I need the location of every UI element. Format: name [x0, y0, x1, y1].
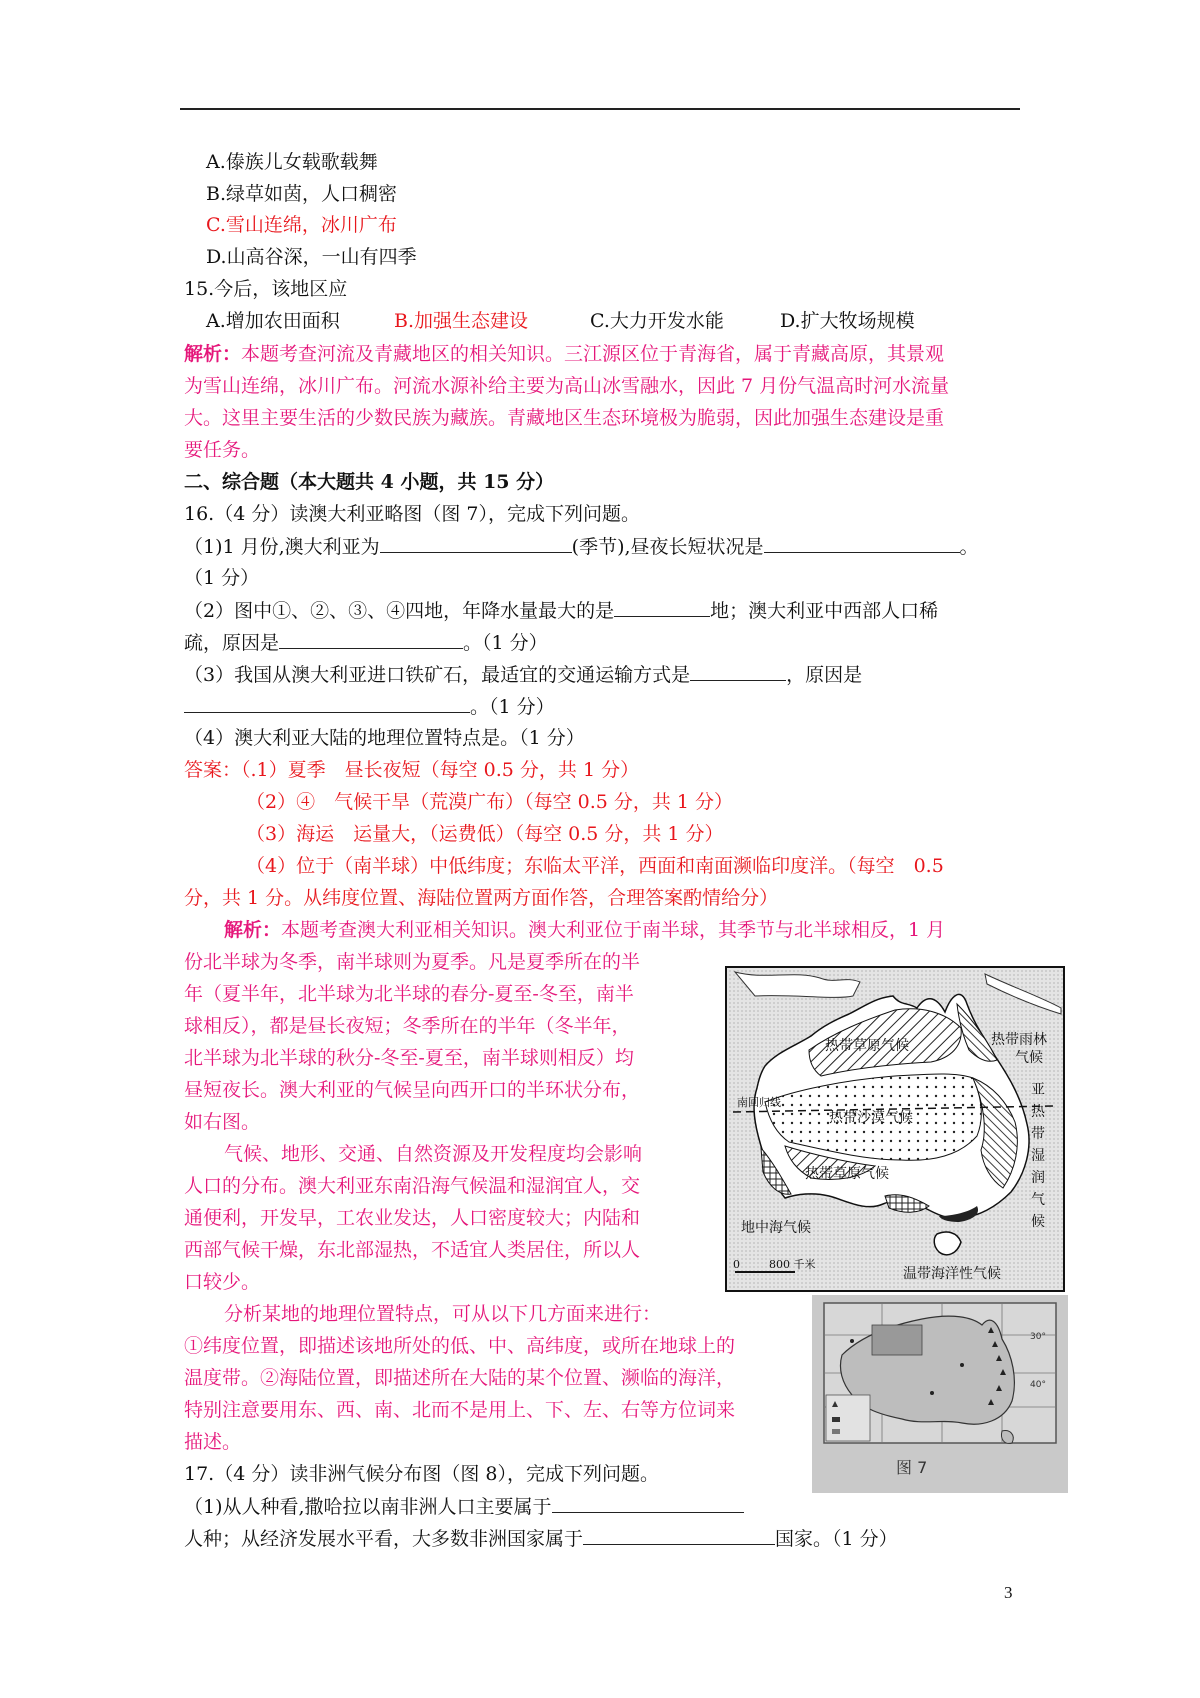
q16-part3-cont: 。（1 分） — [184, 694, 555, 719]
answer16-line4: （4）位于（南半球）中低纬度；东临太平洋，西面和南面濒临印度洋。（每空 0.5 — [246, 855, 944, 877]
figure-7-lat-30: 30° — [1030, 1332, 1046, 1342]
analysis15-line2: 为雪山连绵，冰川广布。河流水源补给主要为高山冰雪融水，因此 7 月份气温高时河水流量 — [184, 375, 950, 397]
analysis16-line12: 口较少。 — [184, 1271, 261, 1293]
label-desert: 热带沙漠气候 — [829, 1110, 913, 1126]
analysis16-line8: 气候、地形、交通、自然资源及开发程度均会影响 — [224, 1143, 643, 1165]
q14-option-a: A.傣族儿女载歌载舞 — [206, 151, 378, 173]
q16-part1: （1)1 月份,澳大利亚为 (季节),昼夜长短状况是 。 — [184, 536, 979, 558]
q16-part4: （4）澳大利亚大陆的地理位置特点是。（1 分） — [184, 727, 585, 749]
analysis16-line17: 描述。 — [184, 1431, 242, 1453]
analysis16-line13: 分析某地的地理位置特点，可从以下几方面来进行： — [224, 1303, 662, 1325]
q14-option-d: D.山高谷深，一山有四季 — [206, 246, 417, 268]
answer-blank[interactable] — [583, 1526, 775, 1545]
label-rainforest: 热带雨林 — [991, 1032, 1047, 1048]
label-steppe: 热带草原气候 — [805, 1166, 889, 1182]
label-subtropical-6: 气 — [1031, 1192, 1045, 1208]
answer-blank[interactable] — [184, 694, 470, 713]
answer16-line1: 答案：（.1）夏季 昼长夜短（每空 0.5 分，共 1 分） — [184, 759, 640, 781]
scale-zero: 0 — [733, 1258, 740, 1271]
q15-option-b: B.加强生态建设 — [394, 310, 529, 332]
q16-stem: 16.（4 分）读澳大利亚略图（图 7），完成下列问题。 — [184, 503, 640, 525]
q15-option-a: A.增加农田面积 — [206, 310, 340, 332]
analysis16-line10: 通便利，开发早，工农业发达，人口密度较大；内陆和 — [184, 1207, 641, 1229]
analysis-label: 解析： — [184, 343, 242, 365]
analysis15-line1: 解析：本题考查河流及青藏地区的相关知识。三江源区位于青海省，属于青藏高原，其景观 — [184, 343, 945, 365]
label-rainforest-2: 气候 — [1015, 1050, 1043, 1066]
figure-7-shaded-area — [872, 1325, 922, 1355]
analysis-label: 解析： — [224, 919, 282, 941]
figure-7-map — [812, 1295, 1068, 1493]
answer16-line5: 分，共 1 分。从纬度位置、海陆位置两方面作答，合理答案酌情给分） — [184, 887, 779, 909]
figure-7-caption: 图 7 — [896, 1458, 928, 1477]
q16-part1-score: （1 分） — [184, 567, 260, 589]
q17-part1: （1)从人种看,撒哈拉以南非洲人口主要属于 — [184, 1494, 744, 1519]
analysis16-line2: 份北半球为冬季，南半球则为夏季。凡是夏季所在的半 — [184, 951, 641, 973]
label-subtropical-5: 润 — [1031, 1170, 1045, 1186]
q16-part2: （2）图中①、②、③、④四地，年降水量最大的是 地；澳大利亚中西部人口稀 — [184, 600, 939, 622]
q14-option-c: C.雪山连绵，冰川广布 — [206, 214, 397, 236]
analysis16-line3: 年（夏半年，北半球为北半球的春分-夏至-冬至，南半 — [184, 983, 634, 1005]
answer-blank[interactable] — [764, 534, 960, 553]
label-subtropical-2: 热 — [1031, 1104, 1045, 1120]
figure-7-tasmania — [1001, 1431, 1013, 1444]
analysis16-line4: 球相反），都是昼长夜短；冬季所在的半年（冬半年， — [184, 1015, 631, 1037]
section2-title: 二、综合题（本大题共 4 小题，共 15 分） — [184, 471, 555, 493]
label-mediterranean: 地中海气候 — [741, 1220, 811, 1236]
q14-option-b: B.绿草如茵，人口稠密 — [206, 183, 398, 205]
analysis15-line4: 要任务。 — [184, 439, 261, 461]
label-savanna: 热带草原气候 — [825, 1038, 909, 1054]
answer-blank[interactable] — [380, 534, 572, 553]
q15-option-c: C.大力开发水能 — [590, 310, 724, 332]
page-number: 3 — [1004, 1583, 1013, 1602]
analysis15-line3: 大。这里主要生活的少数民族为藏族。青藏地区生态环境极为脆弱，因此加强生态建设是重 — [184, 407, 945, 429]
analysis16-line14: ①纬度位置，即描述该地所处的低、中、高纬度，或所在地球上的 — [184, 1335, 736, 1357]
q15-option-d: D.扩大牧场规模 — [780, 310, 915, 332]
analysis16-line11: 西部气候干燥，东北部湿热，不适宜人类居住，所以人 — [184, 1239, 641, 1261]
analysis16-line7: 如右图。 — [184, 1111, 261, 1133]
q17-stem: 17.（4 分）读非洲气候分布图（图 8），完成下列问题。 — [184, 1463, 659, 1485]
answer16-line2: （2）④ 气候干旱（荒漠广布）（每空 0.5 分，共 1 分） — [246, 791, 734, 813]
answer-blank[interactable] — [690, 662, 786, 681]
q15-stem: 15.今后，该地区应 — [184, 278, 348, 300]
answer16-line3: （3）海运 运量大，（运费低）（每空 0.5 分，共 1 分） — [246, 823, 724, 845]
figure-7-lat-40: 40° — [1030, 1380, 1046, 1390]
label-subtropical-4: 湿 — [1031, 1148, 1045, 1164]
analysis16-line6: 昼短夜长。澳大利亚的气候呈向西开口的半环状分布， — [184, 1079, 641, 1101]
analysis16-line5: 北半球为北半球的秋分-冬至-夏至，南半球则相反）均 — [184, 1047, 634, 1069]
q17-part1-cont: 人种；从经济发展水平看，大多数非洲国家属于 国家。（1 分） — [184, 1528, 898, 1550]
analysis16-line16: 特别注意要用东、西、南、北而不是用上、下、左、右等方位词来 — [184, 1399, 736, 1421]
scale-label: 800 千米 — [769, 1258, 816, 1271]
q16-part3: （3）我国从澳大利亚进口铁矿石，最适宜的交通运输方式是 ，原因是 — [184, 664, 863, 686]
label-tropic: 南回归线 — [737, 1096, 781, 1109]
label-subtropical-3: 带 — [1031, 1126, 1045, 1142]
answer-blank[interactable] — [614, 598, 710, 617]
q16-part2-cont: 疏，原因是 。（1 分） — [184, 632, 548, 654]
header-rule — [180, 108, 1020, 110]
analysis16-line15: 温度带。②海陆位置，即描述所在大陆的某个位置、濒临的海洋， — [184, 1367, 736, 1389]
australia-climate-map — [725, 966, 1065, 1292]
analysis16-line1: 解析：本题考查澳大利亚相关知识。澳大利亚位于南半球，其季节与北半球相反，1 月 — [224, 919, 946, 941]
analysis16-line9: 人口的分布。澳大利亚东南沿海气候温和湿润宜人，交 — [184, 1175, 641, 1197]
label-subtropical-7: 候 — [1031, 1214, 1045, 1230]
label-marine: 温带海洋性气候 — [903, 1266, 1001, 1282]
answer-blank[interactable] — [552, 1494, 744, 1513]
answer-blank[interactable] — [279, 630, 463, 649]
label-subtropical-1: 亚 — [1031, 1082, 1045, 1098]
